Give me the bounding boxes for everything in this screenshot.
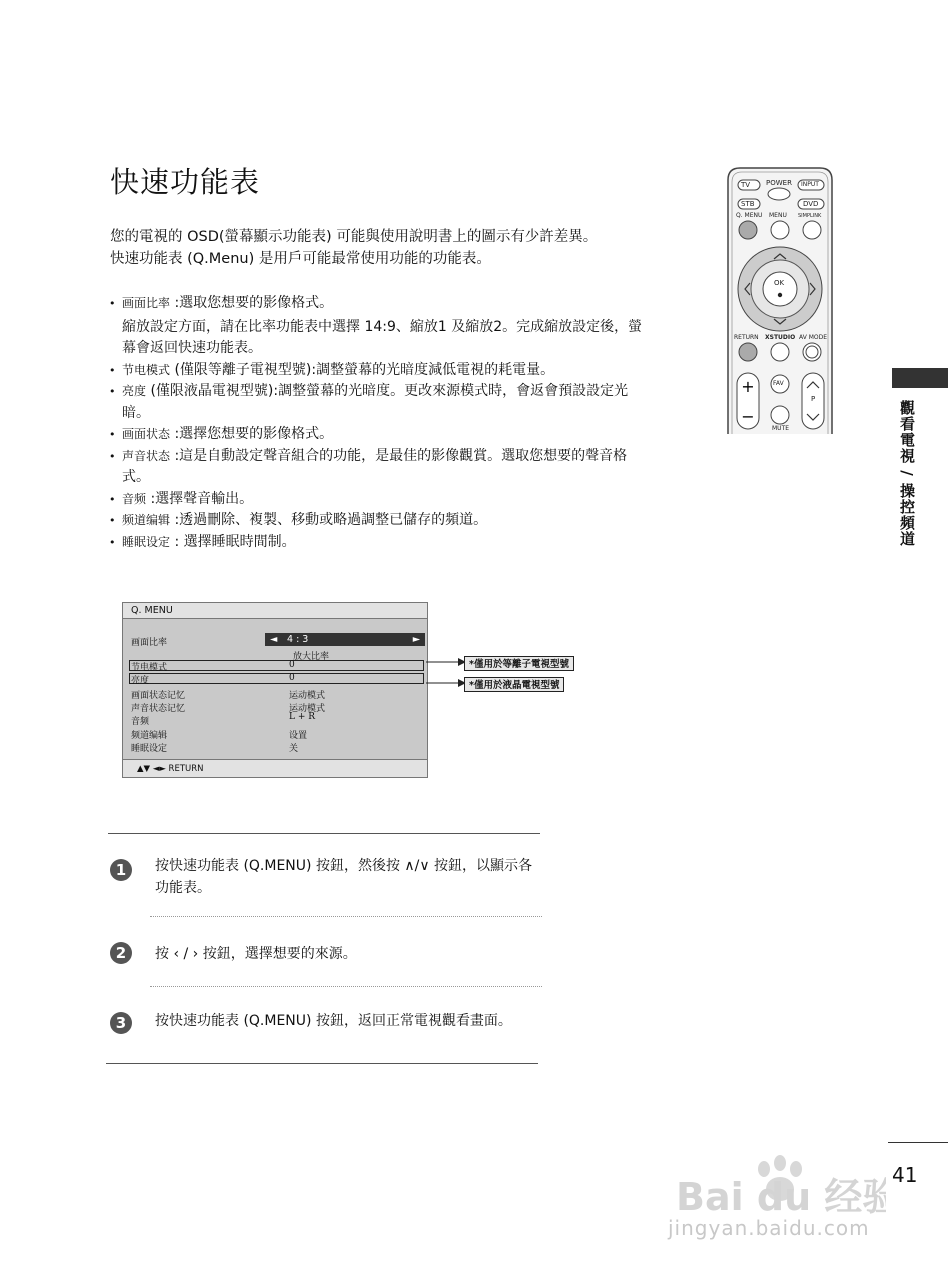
osd-aspect-selector: [265, 633, 425, 646]
osd-row-label: 节电模式: [131, 663, 168, 673]
item-term: 画面比率: [122, 296, 171, 310]
item-term: 节电模式: [122, 362, 171, 377]
osd-row-value: 关: [289, 744, 299, 754]
list-item: [108, 293, 653, 360]
osd-highlight-row: [129, 673, 424, 684]
list-item: [108, 532, 653, 554]
item-term: 亮度: [122, 384, 147, 398]
qmenu-label: Q. MENU: [736, 212, 763, 219]
power-label: POWER: [766, 179, 792, 187]
note-lcd: *僅用於液晶電視型號: [464, 677, 564, 692]
item-term: 睡眠设定: [122, 534, 171, 549]
item-text: :透過刪除、複製、移動或略過調整已儲存的頻道。: [170, 512, 488, 528]
item-text: :選取您想要的影像格式。: [170, 295, 334, 311]
osd-row-value: 运动模式: [289, 704, 326, 714]
step-text: 按 ‹ / › 按鈕，選擇想要的來源。: [155, 946, 357, 962]
callout-arrows: [424, 656, 466, 692]
item-text: :這是自動設定聲音組合的功能，是最佳的影像觀賞。選取您想要的聲音格式。: [122, 447, 628, 485]
osd-aspect-sub: 放大比率: [293, 652, 330, 662]
feature-list: [108, 293, 653, 553]
p-label: P: [811, 395, 816, 403]
arrow-right-icon: ►: [412, 634, 420, 645]
simplink-label: SIMPLINK: [798, 213, 822, 219]
item-text: : 選擇睡眠時間制。: [170, 533, 296, 550]
osd-row-label: 画面状态记忆: [131, 691, 186, 701]
item-text: :選擇聲音輸出。: [146, 490, 254, 507]
qmenu-osd: [122, 602, 428, 778]
item-extra: 縮放設定方面，請在比率功能表中選擇 14:9、縮放1 及縮放2。完成縮放設定後，螢幕會返回快速功能表。: [122, 318, 643, 356]
osd-row-value: 运动模式: [289, 691, 326, 701]
section-label: 觀看電視 / 操控頻道: [898, 400, 916, 547]
osd-row-label: 声音状态记忆: [131, 704, 186, 714]
menu-label: MENU: [769, 212, 787, 219]
list-item: [108, 381, 653, 424]
divider: [108, 833, 540, 834]
return-label: RETURN: [734, 334, 759, 341]
intro-line-1: 您的電視的 OSD(螢幕顯示功能表) 可能與使用說明書上的圖示有少許差異。: [110, 229, 598, 245]
arrow-left-icon: ◄: [270, 634, 278, 645]
osd-row-label: 音频: [131, 717, 150, 727]
osd-highlight-row: [129, 660, 424, 671]
osd-row-value: 设置: [289, 731, 308, 741]
item-term: 音频: [122, 491, 147, 506]
page-rule: [888, 1142, 948, 1143]
osd-row-value: 0: [289, 660, 295, 670]
section-tab: [892, 368, 948, 388]
input-button: INPUT: [801, 181, 819, 188]
baidu-watermark-icon: [676, 1155, 886, 1255]
step-number: 1: [110, 859, 132, 881]
step-number: 3: [110, 1012, 132, 1034]
intro-line-2: 快速功能表 (Q.Menu) 是用戶可能最常使用功能的功能表。: [110, 251, 491, 267]
note-plasma: *僅用於等離子電視型號: [464, 656, 574, 671]
osd-header: Q. MENU: [123, 603, 427, 619]
list-item: [108, 446, 653, 489]
item-text: (僅限等離子電視型號):調整螢幕的光暗度減低電視的耗電量。: [170, 361, 555, 378]
item-term: 频道编辑: [122, 513, 171, 527]
avmode-label: AV MODE: [799, 334, 828, 341]
watermark-logo: Bai du 经验: [676, 1175, 886, 1215]
xstudio-label: XSTUDIO: [765, 334, 796, 341]
osd-aspect-label: 画面比率: [131, 638, 168, 648]
item-term: 画面状态: [122, 427, 171, 441]
divider: [106, 1063, 538, 1064]
ok-label: OK: [774, 279, 785, 287]
osd-row-value: 0: [289, 673, 295, 683]
tv-button: TV: [741, 181, 751, 189]
stb-button: STB: [741, 200, 755, 208]
item-text: :選擇您想要的影像格式。: [170, 426, 334, 442]
list-item: [108, 424, 653, 446]
remote-illustration: [726, 166, 834, 434]
divider-dotted: [150, 916, 542, 917]
svg-text:+: +: [741, 377, 755, 396]
dvd-button: DVD: [803, 200, 819, 208]
divider-dotted: [150, 986, 542, 987]
list-item: [108, 489, 653, 511]
osd-row-label: 亮度: [131, 676, 150, 686]
item-text: (僅限液晶電視型號):調整螢幕的光暗度。更改來源模式時，會返會預設設定光暗。: [122, 383, 629, 421]
item-term: 声音状态: [122, 448, 171, 463]
osd-footer: ▲▼ ◄► RETURN: [123, 759, 427, 777]
step-text: 按快速功能表 (Q.MENU) 按鈕，返回正常電視觀看畫面。: [155, 1013, 512, 1029]
mute-label: MUTE: [772, 425, 790, 432]
svg-text:−: −: [741, 407, 755, 426]
osd-row-label: 睡眠设定: [131, 744, 168, 754]
step-number: 2: [110, 942, 132, 964]
osd-aspect-value: 4 : 3: [287, 634, 309, 645]
step-text: 按快速功能表 (Q.MENU) 按鈕，然後按 ∧/∨ 按鈕，以顯示各功能表。: [155, 858, 533, 896]
osd-row-value: L + R: [289, 712, 316, 722]
page-title: 快速功能表: [110, 165, 261, 199]
fav-label: FAV: [773, 380, 784, 387]
list-item: [108, 510, 653, 532]
page-number: 41: [892, 1163, 918, 1187]
list-item: [108, 360, 653, 382]
osd-row-label: 频道编辑: [131, 731, 168, 741]
watermark-url: jingyan.baidu.com: [668, 1216, 870, 1240]
